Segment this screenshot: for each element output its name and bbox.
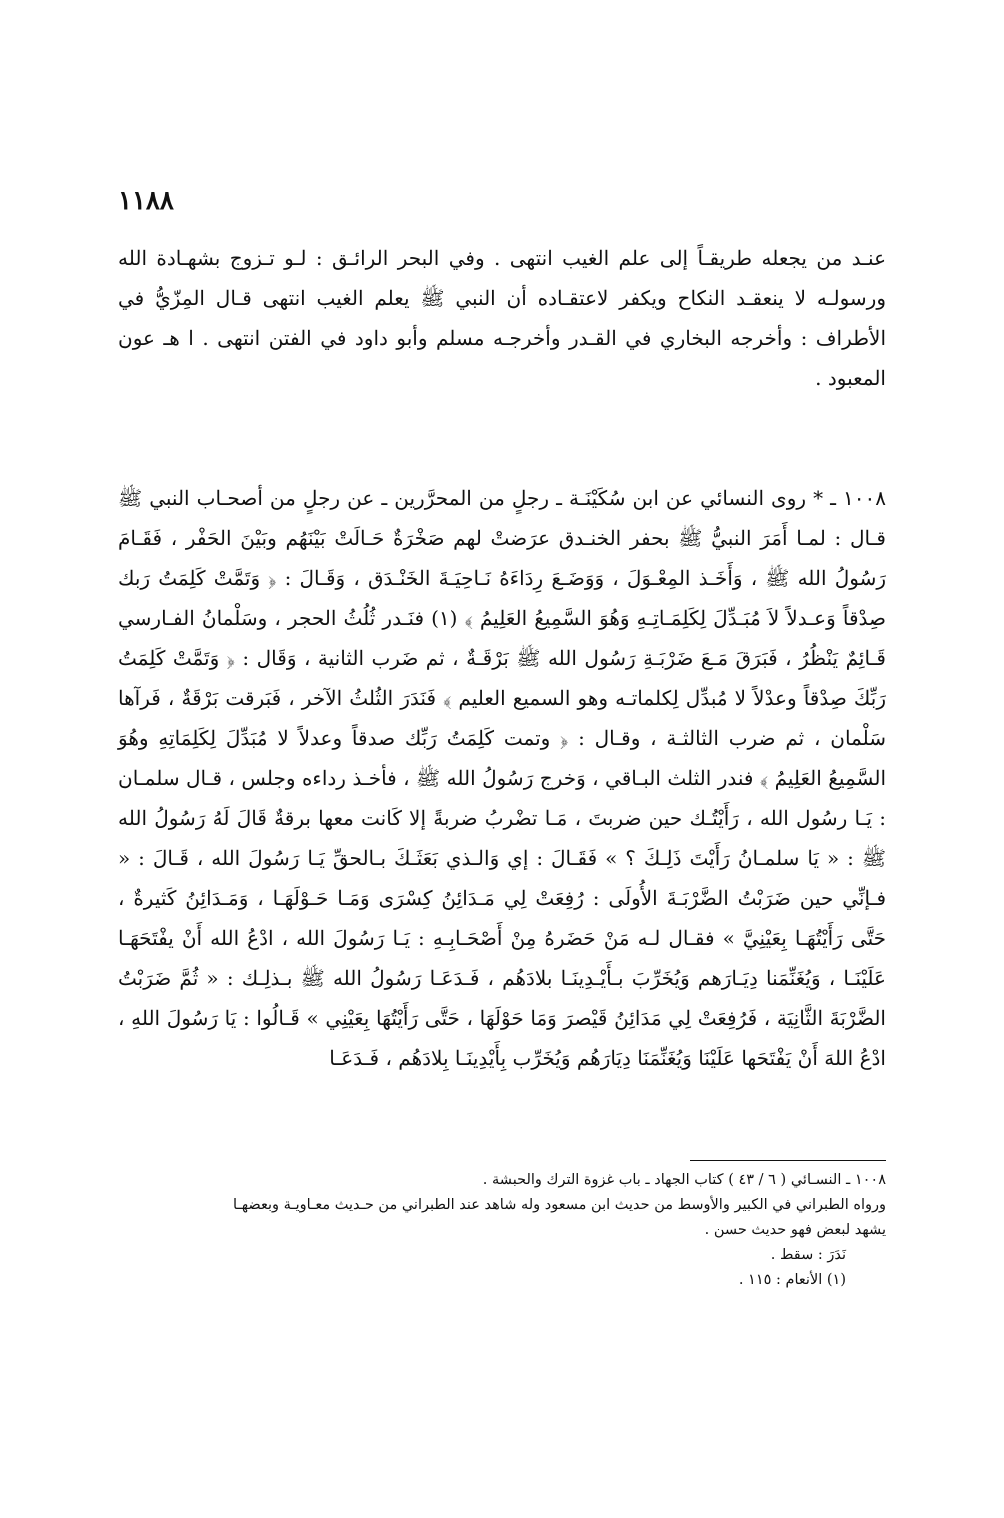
footnote-grading: ورواه الطبراني في الكبير والأوسط من حديث ابن مسعود وله شاهد عند الطبراني من حـديث معـاويـة وبعضهـا xyxy=(233,1197,886,1213)
footnote-gloss: نَدَرَ : سقط . xyxy=(770,1247,846,1263)
body-paragraph xyxy=(118,238,886,398)
footnote-quran-reference: (١) الأنعام : ١١٥ . xyxy=(738,1272,846,1288)
footnotes xyxy=(118,1168,886,1293)
hadith-paragraph xyxy=(118,478,886,1078)
page-number: ١١٨٨ xyxy=(118,186,174,216)
paragraph-text: ١٠٠٨ ـ * روى النسائي عن ابن سُكَيْنَـة ـ رجلٍ من المحرَّرين ـ عن رجلٍ من أصحـاب النبي ﷺ قـال : لمـا أَمَرَ النبيُّ ﷺ بحفر الخنـدق عرَضتْ لهم صَخْرَةٌ حَـالَتْ بَيْنَهُم وبَيْنَ الحَفْر ، فَقَـامَ رَسُولُ الله ﷺ ، وَأَخَـذ المِعْـوَلَ ، وَوَضَـعَ رِدَاءَهُ نَـاحِيَـةَ الخَنْـدَق ، وَقَـالَ : ﴿ وَتَمَّتْ كَلِمَتُ رَبك صِدْقاً وَعـدلاً لاَ مُبَـدِّلَ لِكَلِمَـاتِـهِ وَهُوَ السَّمِيعُ العَلِيمُ ﴾ (١) فنَـدر ثُلُثُ الحجر ، وسَلْمانُ الفـارسي قَـائِمٌ يَنْظُرُ ، فَبَرَقَ مَـعَ ضَرْبَـةِ رَسُول الله ﷺ بَرْقَـةٌ ، ثم ضَرب الثانية ، وَقَال : ﴿ وَتَمَّتْ كَلِمَتُ رَبِّكَ صِدْقاً وعدْلاً لا مُبدِّل لِكلماتـه وهو السميع العليم ﴾ فَنَدَرَ الثُلثُ الآخر ، فَبَرقت بَرْقَةٌ ، فَرآها سَلْمان ، ثم ضرب الثالثـة ، وقـال : ﴿ وتمت كَلِمَتُ رَبِّك صدقاً وعدلاً لا مُبَدِّلَ لِكَلِمَاتِهِ وهُوَ السَّمِيعُ العَلِيمُ ﴾ فندر الثلث البـاقي ، وَخرج رَسُولُ الله ﷺ ، فأخـذ رداءه وجلس ، قـال سلمـان : يَـا رسُول الله ، رَأَيْتُـك حين ضربتَ ، مَـا تضْربُ ضربةً إلا كَانت معها برقةٌ قَالَ لَهُ رَسُولُ الله ﷺ : « يَا سلمـانُ رَأَيْتَ ذَلِـكَ ؟ » فَقَـالَ : إي وَالـذي بَعَثَـكَ بـالحقِّ يَـا رَسُولَ الله ، قَـالَ : « فـإنِّي حين ضَرَبْتُ الضَّرْبَـةَ الأُولَى : رُفِعَتْ لِي مَـدَائِنُ كِسْرَى وَمَـا حَـوْلَهَـا ، وَمَـدَائِنُ كَثيرةٌ ، حَتَّى رَأَيْتُهَـا بِعَيْنِيَّ » فقـال لـه مَنْ حَضَرهُ مِنْ أَصْحَـابِـهِ : يَـا رَسُولَ الله ، ادْعُ الله أَنْ يفْتَحَهَـا عَلَيْنَـا ، وَيُغَنِّمَنا دِيَـارَهم وَيُخَرِّبَ بـأَيْـدِينَـا بلادَهُم ، فَـدَعَـا رَسُولُ الله ﷺ بـذلِـك : « ثُمَّ ضَرَبْتُ الضَّرْبَةَ الثَّانِيَة ، فَرُفِعَتْ لِي مَدَائِنُ قَيْصرَ وَمَا حَوْلَهَا ، حَتَّى رَأَيْتُهَا بِعَيْنِي » قَـالُوا : يَا رَسُولَ اللهِ ، ادْعُ اللهَ أَنْ يَفْتَحَها عَلَيْنَا وَيُغَنِّمَنَا دِيَارَهُم وَيُخَرِّب بِأَيْدِينَـا بِلادَهُم ، فَـدَعَـا xyxy=(118,486,886,1070)
footnote-divider xyxy=(690,1160,886,1161)
paragraph-text: عنـد من يجعله طريقـاً إلى علم الغيب انتهى . وفي البحر الرائـق : لـو تـزوج بشهـادة الله ورسولـه لا ينعقـد النكاح ويكفر لاعتقـاده أن النبي ﷺ يعلم الغيب انتهى قـال المِزّيُّ في الأطراف : وأخرجه البخاري في القـدر وأخرجـه مسلم وأبو داود في الفتن انتهى . ا هـ عون المعبود . xyxy=(118,246,886,390)
footnote-source: ١٠٠٨ ـ النسـائي ( ٦ / ٤٣ ) كتاب الجهاد ـ باب غزوة الترك والحبشة . xyxy=(482,1172,886,1188)
footnote-grading-continued: يشهد لبعض فهو حديث حسن . xyxy=(704,1222,886,1238)
